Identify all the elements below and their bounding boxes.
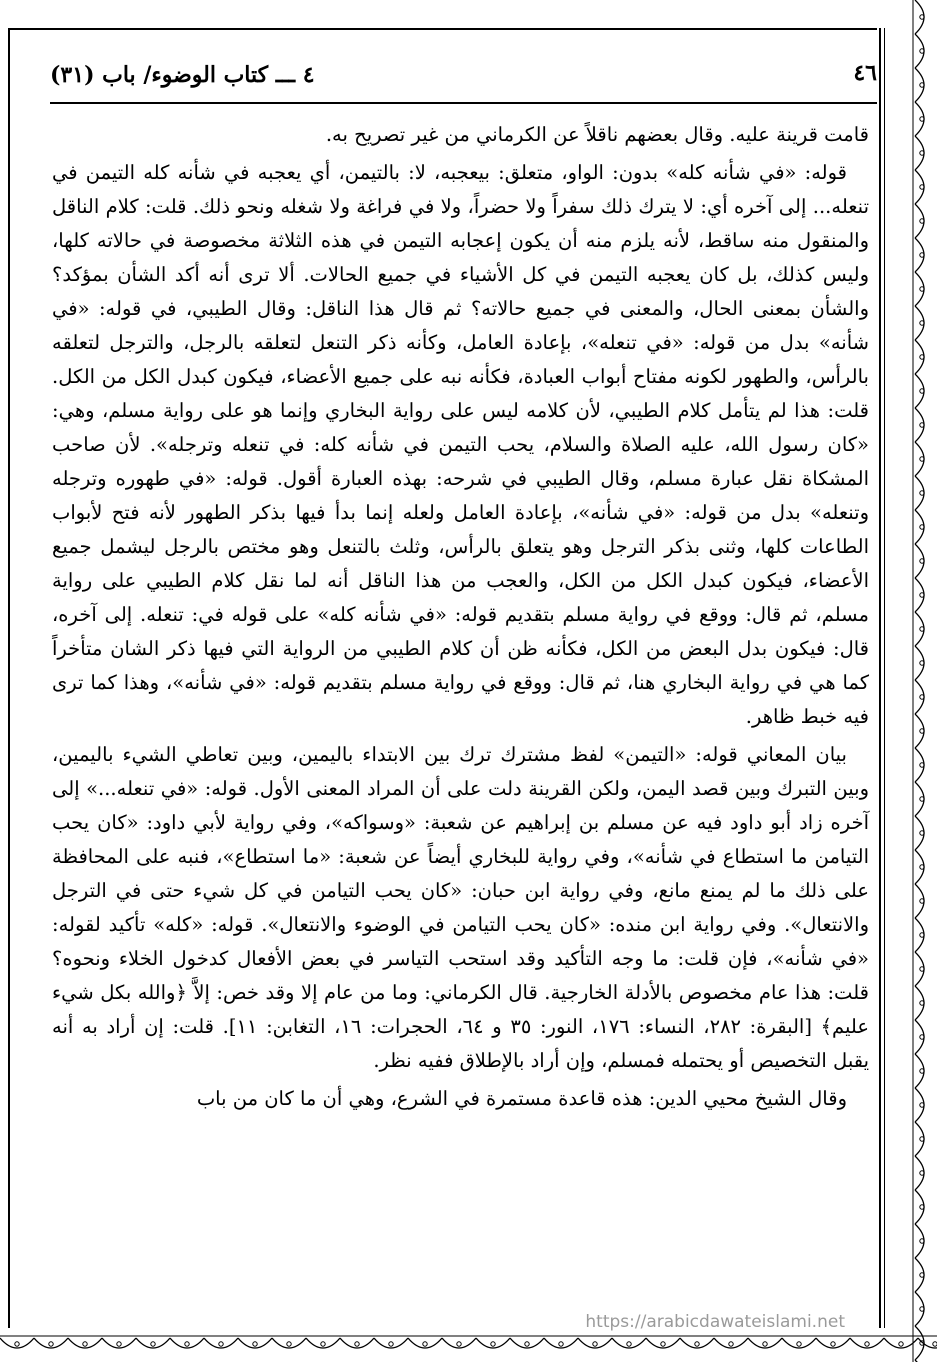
frame-left-line bbox=[8, 28, 10, 1328]
header-rule bbox=[50, 102, 877, 104]
frame-right-line-outer bbox=[884, 28, 885, 1328]
watermark-url: https://arabicdawateislami.net bbox=[585, 1312, 845, 1332]
decorative-border-right bbox=[911, 0, 937, 1362]
paragraph-2: قوله: «في شأنه كله» بدون: الواو، متعلق: بيعجبه، لا: بالتيمن، أي يعجبه في شأنه كله التيمن في تنعله... إلى آخره أي: لا يترك ذلك سفراً ولا حضراً، ولا في فراغة ولا شغله ونحو ذلك. قلت: كلام الناقل والمنقول منه ساقط، لأنه يلزم منه أن يكون إعجابه التيمن في هذه الثلاثة مخصوصة في حالاته كلها، وليس كذلك، بل كان يعجبه التيمن في كل الأشياء في جميع الحالات. ألا ترى أنه أكد الشأن بمؤكد؟ والشأن بمعنى الحال، والمعنى في جميع حالاته؟ ثم قال هذا الناقل: وقال الطيبي، في قوله: «في شأنه» بدل من قوله: «في تنعله»، بإعادة العامل، وكأنه ذكر التنعل لتعلقه بالرجل، والترجل لتعلقه بالرأس، والطهور لكونه مفتاح أبواب العبادة، فكأنه نبه على جميع الأعضاء، فيكون كبدل الكل من الكل. قلت: هذا لم يتأمل كلام الطيبي، لأن كلامه ليس على رواية البخاري وإنما هو على رواية مسلم، وهي: «كان رسول الله، عليه الصلاة والسلام، يحب التيمن في شأنه كله: في تنعله وترجله». لأن صاحب المشكاة نقل عبارة مسلم، وقال الطيبي في شرحه: بهذه العبارة أقول. قوله: «في طهوره وترجله وتنعله» بدل من قوله: «في شأنه»، بإعادة العامل ولعله إنما بدأ فيها بذكر الطهور لأنه فتح لأبواب الطاعات كلها، وثنى بذكر الترجل وهو يتعلق بالرأس، وثلث بالتنعل وهو مختص بالرجل ليشمل جميع الأعضاء، فيكون كبدل الكل من الكل، والعجب من هذا الناقل أنه لما نقل كلام الطيبي على رواية مسلم، ثم قال: ووقع في رواية مسلم بتقديم قوله: «في شأنه كله» على قوله في: تنعله. إلى آخره، قال: فيكون بدل البعض من الكل، فكأنه ظن أن كلام الطيبي من الرواية التي فيها ذكر الشان متأخراً كما هي في رواية البخاري هنا، ثم قال: ووقع في رواية مسلم بتقديم قوله: «في شأنه»، وهذا كما ترى فيه خبط ظاهر. bbox=[52, 161, 869, 728]
paragraph-4: وقال الشيخ محيي الدين: هذه قاعدة مستمرة في الشرع، وهي أن ما كان من باب bbox=[196, 1087, 847, 1110]
running-title: ٤ ـــ كتاب الوضوء/ باب (٣١) bbox=[50, 62, 315, 88]
frame-right-line bbox=[879, 28, 881, 1328]
page-number: ٤٦ bbox=[853, 60, 877, 86]
page-header bbox=[50, 60, 877, 100]
paragraph-1: قامت قرينة عليه. وقال بعضهم ناقلاً عن الكرماني من غير تصريح به. bbox=[325, 123, 869, 146]
page-body bbox=[52, 118, 869, 1120]
decorative-border-bottom bbox=[0, 1332, 937, 1362]
paragraph-3: بيان المعاني قوله: «التيمن» لفظ مشترك ترك بين الابتداء باليمين، وبين تعاطي الشيء باليمين، وبين التبرك وبين قصد اليمن، ولكن القرينة دلت على أن المراد المعنى الأول. قوله: «في تنعله...» إلى آخره زاد أبو داود فيه عن مسلم بن إبراهيم عن شعبة: «وسواكه»، وفي رواية لأبي داود: «كان يحب التيامن ما استطاع في شأنه»، وفي رواية للبخاري أيضاً عن شعبة: «ما استطاع»، فنبه على المحافظة على ذلك ما لم يمنع مانع، وفي رواية ابن حبان: «كان يحب التيامن في كل شيء حتى في الترجل والانتعال». وفي رواية ابن منده: «كان يحب التيامن في الوضوء والانتعال». قوله: «كله» تأكيد لقوله: «في شأنه»، فإن قلت: ما وجه التأكيد وقد استحب التياسر في بعض الأفعال كدخول الخلاء ونحوه؟ قلت: هذا عام مخصوص بالأدلة الخارجية. قال الكرماني: وما من عام إلا وقد خص: إلاَّ ﴿والله بكل شيء عليم﴾ [البقرة: ٢٨٢، النساء: ١٧٦، النور: ٣٥ و ٦٤، الحجرات: ١٦، التغابن: ١١]. قلت: إن أراد به أنه يقبل التخصيص أو يحتمله فمسلم، وإن أراد بالإطلاق ففيه نظر. bbox=[52, 743, 869, 1072]
frame-top-line bbox=[8, 28, 877, 30]
